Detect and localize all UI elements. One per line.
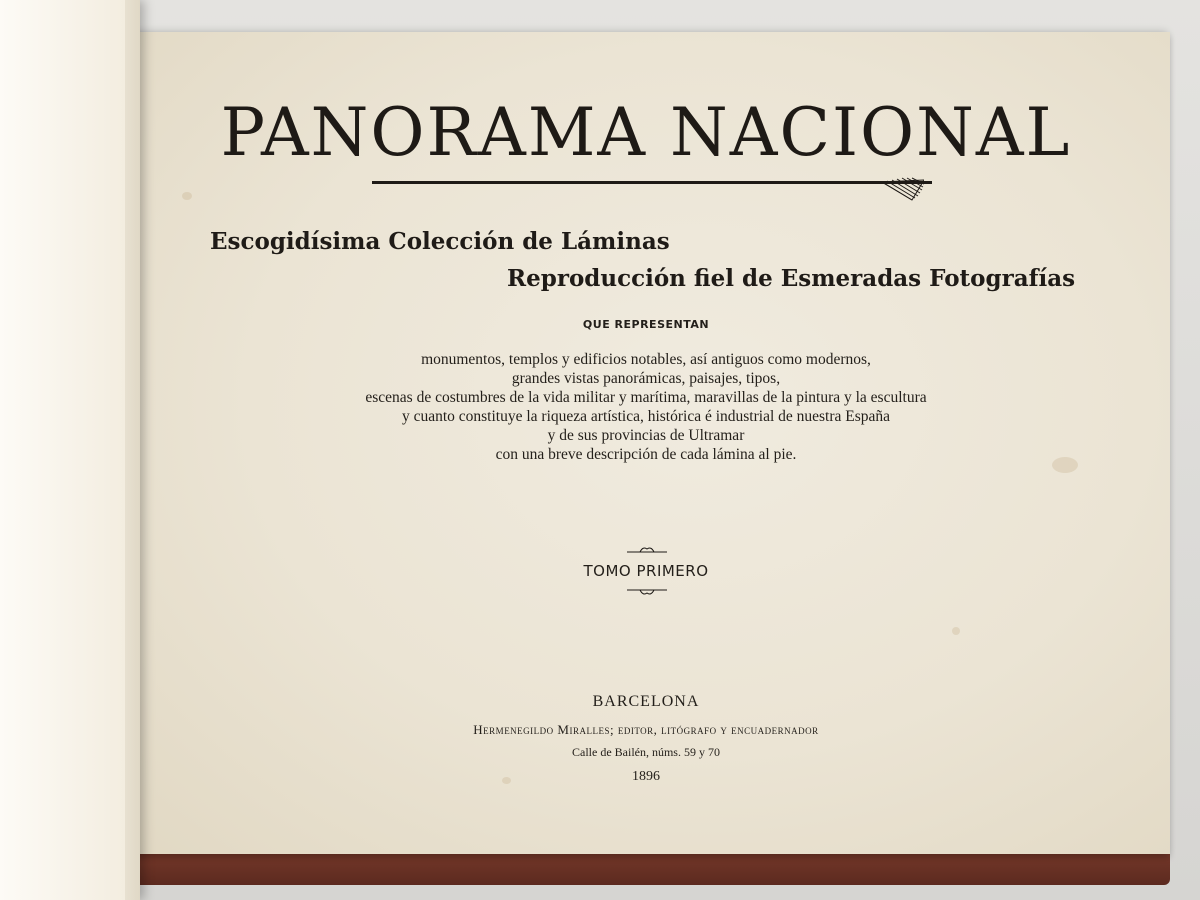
left-page-surface [0,0,125,900]
description-line: escenas de costumbres de la vida militar y marítima, maravillas de la pintura y la escultura [365,389,927,406]
description [122,350,1170,464]
description-line: y de sus provincias de Ultramar [547,427,745,444]
title-page [122,32,1170,854]
description-line: grandes vistas panorámicas, paisajes, tipos, [511,370,781,387]
description-line: con una breve descripción de cada lámina al pie. [495,446,797,463]
left-page [0,0,140,900]
subtitle-line-1: Escogidísima Colección de Láminas [210,228,670,255]
imprint-publisher: Hermenegildo Miralles; editor, litógrafo y encuadernador [473,722,819,737]
ornament-icon [627,544,667,554]
subtitle-line-2: Reproducción fiel de Esmeradas Fotografías [507,265,1076,292]
book-title: PANORAMA NACIONAL [220,94,1072,171]
page-content [122,32,1170,854]
ornament-icon [627,588,667,598]
imprint-year: 1896 [632,769,660,784]
description-line: monumentos, templos y edificios notables, así antiguos como modernos, [421,351,871,368]
imprint-address: Calle de Bailén, núms. 59 y 70 [572,745,720,759]
title-rule [372,181,932,184]
description-line: y cuanto constituye la riqueza artística, histórica é industrial de nuestra España [401,408,891,425]
imprint-city: BARCELONA [592,693,700,710]
volume-label: TOMO PRIMERO [583,562,709,580]
rule-flourish [882,174,924,202]
que-representan: QUE REPRESENTAN [582,318,710,331]
